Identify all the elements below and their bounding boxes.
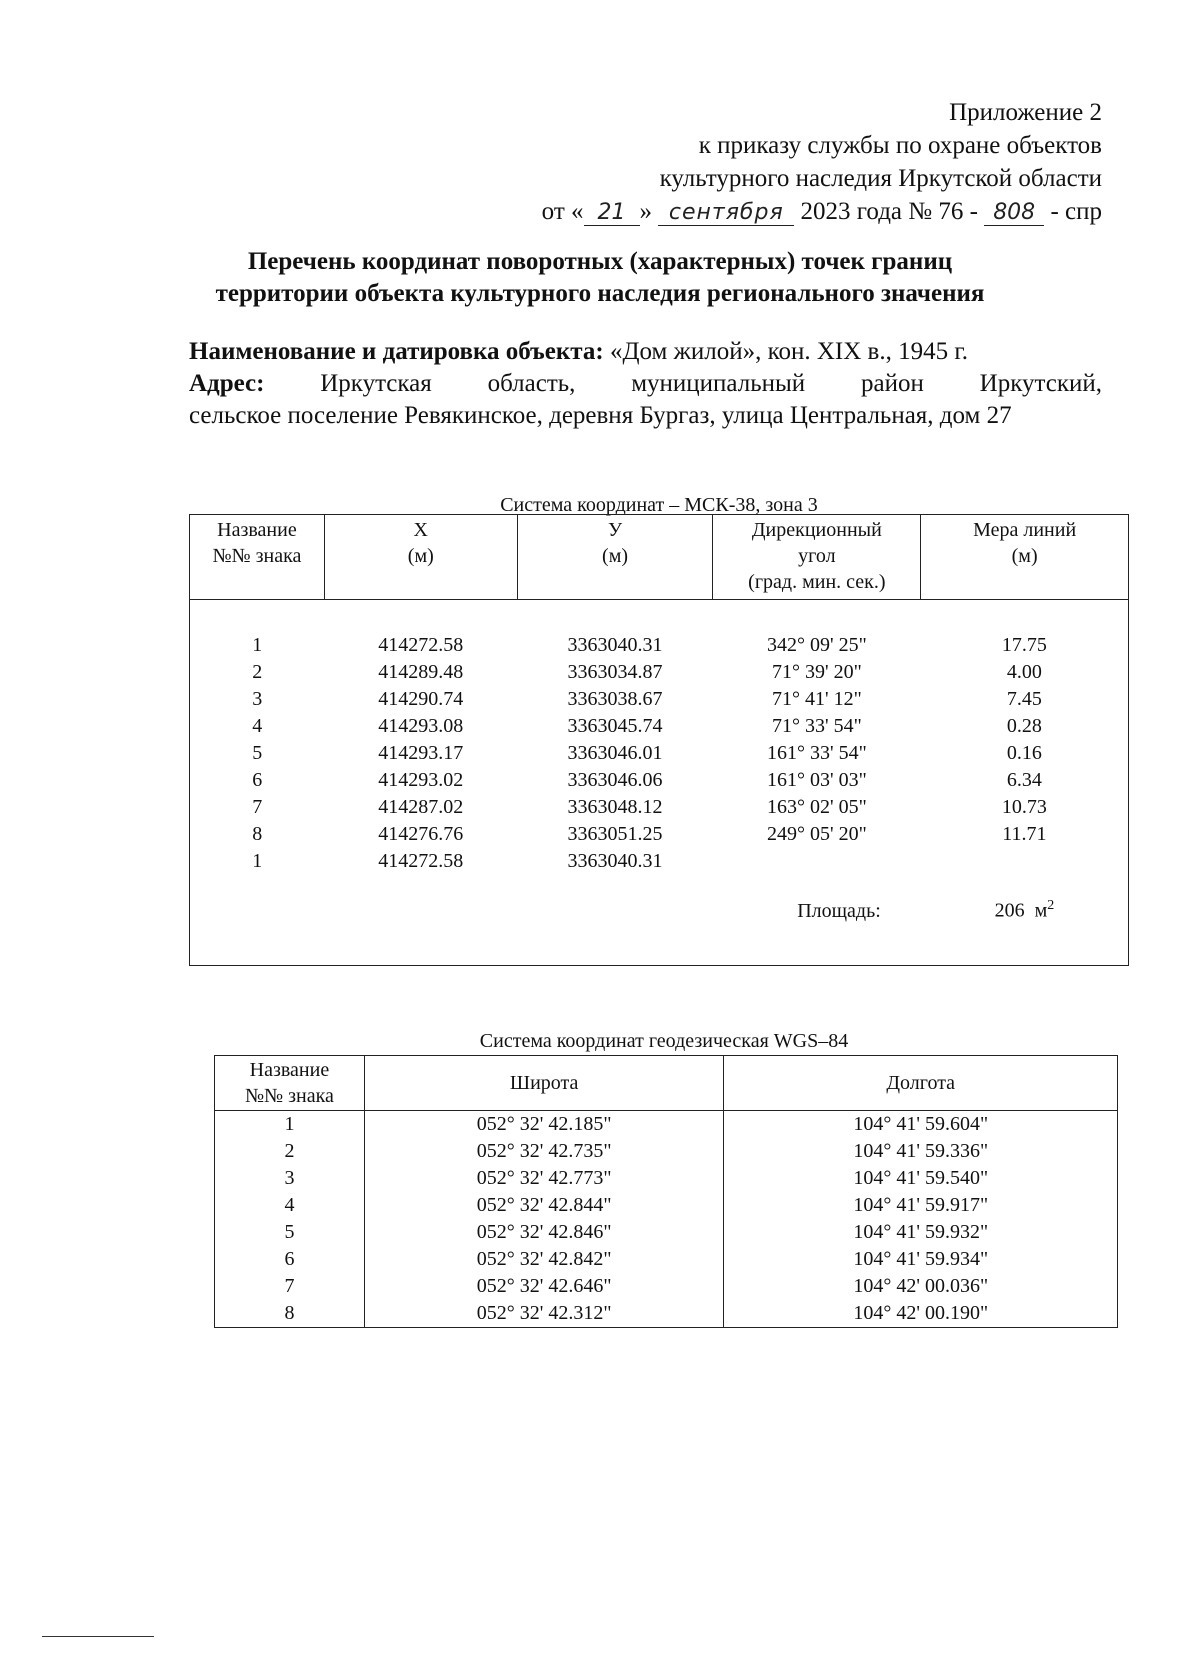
area-value: 206 (994, 900, 1025, 922)
cell-length: 7.45 (1006, 688, 1042, 710)
cell-x: 414293.17 (378, 742, 464, 764)
cell-x: 414272.58 (378, 850, 464, 872)
cell-n: 1 (252, 634, 263, 656)
document-title (150, 246, 1050, 310)
cell-longitude: 104° 41' 59.932" (724, 1219, 1118, 1246)
cell-latitude: 052° 32' 42.185" (364, 1111, 724, 1139)
cell-y: 3363045.74 (567, 715, 663, 737)
col-header-y (517, 515, 713, 600)
area-row (190, 875, 1129, 925)
area-unit: м (1034, 900, 1048, 922)
cell-longitude: 104° 41' 59.917" (724, 1192, 1118, 1219)
header-text: У (607, 519, 623, 541)
cell-y: 3363046.01 (567, 742, 663, 764)
table-row (215, 1138, 1118, 1165)
order-reference: к приказу службы по охране объектов (698, 132, 1102, 159)
footnote-separator-line (42, 1636, 154, 1637)
area-exponent: 2 (1047, 898, 1055, 914)
cell-n: 4 (215, 1192, 365, 1219)
cell-latitude: 052° 32' 42.735" (364, 1138, 724, 1165)
cell-angle: 161° 33' 54" (766, 742, 867, 764)
cell-latitude: 052° 32' 42.844" (364, 1192, 724, 1219)
cell-angle: 249° 05' 20" (766, 823, 867, 845)
object-info (189, 336, 1102, 432)
wgs-table-caption: Система координат геодезическая WGS–84 (479, 1030, 849, 1052)
order-year-text: 2023 года № 76 - (800, 198, 978, 225)
handwritten-month: сентября (658, 201, 794, 226)
col-header-angle (713, 515, 921, 600)
wgs-coordinates-table (214, 1055, 1118, 1328)
address-word: Иркутский, (979, 370, 1102, 397)
table-row (190, 740, 1129, 767)
cell-angle: 71° 39' 20" (771, 661, 862, 683)
cell-x: 414293.08 (378, 715, 464, 737)
header-text: Название (249, 1059, 330, 1081)
cell-longitude: 104° 41' 59.604" (724, 1111, 1118, 1139)
cell-angle: 71° 41' 12" (771, 688, 862, 710)
address-word: муниципальный (631, 370, 806, 397)
table-row (215, 1246, 1118, 1273)
cell-n: 8 (215, 1300, 365, 1328)
handwritten-order-number: 808 (984, 201, 1044, 226)
cell-n: 6 (215, 1246, 365, 1273)
table-row (190, 713, 1129, 740)
col-header-name (190, 515, 325, 600)
table-row (215, 1111, 1118, 1139)
cell-angle (713, 848, 921, 875)
table-row (215, 1165, 1118, 1192)
cell-x: 414287.02 (378, 796, 464, 818)
table-row (215, 1300, 1118, 1328)
spacer-row (190, 600, 1129, 633)
table-row (190, 767, 1129, 794)
cell-length: 10.73 (1001, 796, 1047, 818)
handwritten-day: 21 (584, 201, 640, 226)
address-word: область, (487, 370, 576, 397)
appendix-number: Приложение 2 (949, 99, 1102, 126)
table-row (190, 686, 1129, 713)
cell-latitude: 052° 32' 42.646" (364, 1273, 724, 1300)
cell-longitude: 104° 41' 59.336" (724, 1138, 1118, 1165)
col-header-name (215, 1056, 365, 1111)
col-header-longitude: Долгота (724, 1056, 1118, 1111)
order-tail: - спр (1050, 198, 1102, 225)
cell-n: 6 (252, 769, 263, 791)
header-text: (м) (1011, 545, 1038, 567)
header-text: (град. мин. сек.) (748, 571, 886, 593)
cell-n: 1 (252, 850, 263, 872)
header-text: №№ знака (244, 1085, 334, 1107)
cell-y: 3363040.31 (567, 850, 663, 872)
header-text: Название (217, 519, 297, 541)
cell-length: 0.28 (1006, 715, 1042, 737)
cell-n: 5 (252, 742, 263, 764)
cell-n: 5 (215, 1219, 365, 1246)
cell-y: 3363048.12 (567, 796, 663, 818)
cell-longitude: 104° 42' 00.190" (724, 1300, 1118, 1328)
cell-angle: 163° 02' 05" (766, 796, 867, 818)
cell-length: 11.71 (1002, 823, 1047, 845)
spacer-cell (190, 925, 1129, 966)
header-text: Дирекционный (751, 519, 882, 541)
title-line-2: территории объекта культурного наследия регионального значения (215, 280, 985, 307)
cell-x: 414289.48 (378, 661, 464, 683)
cell-latitude: 052° 32' 42.312" (364, 1300, 724, 1328)
cell-length: 0.16 (1006, 742, 1042, 764)
cell-n: 1 (215, 1111, 365, 1139)
table-row (190, 659, 1129, 686)
table-row (190, 821, 1129, 848)
header-text: (м) (407, 545, 434, 567)
table-row (215, 1192, 1118, 1219)
cell-angle: 342° 09' 25" (766, 634, 867, 656)
msk-coordinates-table (189, 514, 1129, 966)
spacer-cell (190, 600, 1129, 633)
table-row (190, 632, 1129, 659)
cell-x: 414276.76 (378, 823, 464, 845)
cell-y: 3363034.87 (567, 661, 663, 683)
cell-latitude: 052° 32' 42.773" (364, 1165, 724, 1192)
issuing-authority: культурного наследия Иркутской области (659, 165, 1102, 192)
header-text: угол (798, 545, 836, 567)
table-row (215, 1273, 1118, 1300)
cell-y: 3363046.06 (567, 769, 663, 791)
order-date-line (542, 195, 1102, 228)
address-word: район (860, 370, 924, 397)
table-row (190, 794, 1129, 821)
cell-x: 414272.58 (378, 634, 464, 656)
header-text: №№ знака (212, 545, 302, 567)
cell-n: 2 (215, 1138, 365, 1165)
cell-n: 7 (215, 1273, 365, 1300)
address-word: Иркутская (320, 370, 432, 397)
object-name-value: «Дом жилой», кон. XIX в., 1945 г. (609, 338, 969, 365)
cell-angle: 161° 03' 03" (766, 769, 867, 791)
cell-x: 414290.74 (378, 688, 464, 710)
cell-angle: 71° 33' 54" (771, 715, 862, 737)
cell-latitude: 052° 32' 42.842" (364, 1246, 724, 1273)
cell-y: 3363051.25 (567, 823, 663, 845)
header-text: (м) (602, 545, 629, 567)
cell-n: 3 (215, 1165, 365, 1192)
table-row (215, 1219, 1118, 1246)
table-header-row (190, 515, 1129, 600)
cell-n: 2 (252, 661, 263, 683)
cell-longitude: 104° 41' 59.540" (724, 1165, 1118, 1192)
object-name-label: Наименование и датировка объекта: (189, 338, 604, 365)
cell-length: 4.00 (1006, 661, 1042, 683)
cell-length: 6.34 (1006, 769, 1042, 791)
title-line-1: Перечень координат поворотных (характерных) точек границ (247, 248, 953, 275)
object-name-row (189, 336, 1102, 368)
cell-length (921, 848, 1129, 875)
header-text: Мера линий (973, 519, 1077, 541)
table-header-row (215, 1056, 1118, 1111)
address-line-2: сельское поселение Ревякинское, деревня Бургаз, улица Центральная, дом 27 (189, 402, 1012, 429)
col-header-length (921, 515, 1129, 600)
cell-y: 3363038.67 (567, 688, 663, 710)
table-row (190, 848, 1129, 875)
area-label: Площадь: (797, 900, 881, 922)
spacer-row (190, 925, 1129, 966)
cell-longitude: 104° 41' 59.934" (724, 1246, 1118, 1273)
cell-n: 7 (252, 796, 263, 818)
cell-y: 3363040.31 (567, 634, 663, 656)
col-header-latitude: Широта (364, 1056, 724, 1111)
header-text: X (413, 519, 428, 541)
cell-latitude: 052° 32' 42.846" (364, 1219, 724, 1246)
cell-longitude: 104° 42' 00.036" (724, 1273, 1118, 1300)
cell-length: 17.75 (1001, 634, 1047, 656)
area-spacer (190, 875, 713, 925)
area-value-cell (921, 875, 1129, 925)
address-row (189, 368, 1102, 400)
col-header-x (324, 515, 517, 600)
cell-n: 8 (252, 823, 263, 845)
msk-table-caption: Система координат – МСК-38, зона 3 (500, 494, 818, 516)
date-prefix: от « (541, 198, 584, 225)
cell-n: 4 (252, 715, 263, 737)
appendix-header (542, 96, 1102, 228)
cell-x: 414293.02 (378, 769, 464, 791)
cell-n: 3 (252, 688, 263, 710)
date-day-close: » (639, 198, 653, 225)
address-label: Адрес: (189, 370, 265, 397)
